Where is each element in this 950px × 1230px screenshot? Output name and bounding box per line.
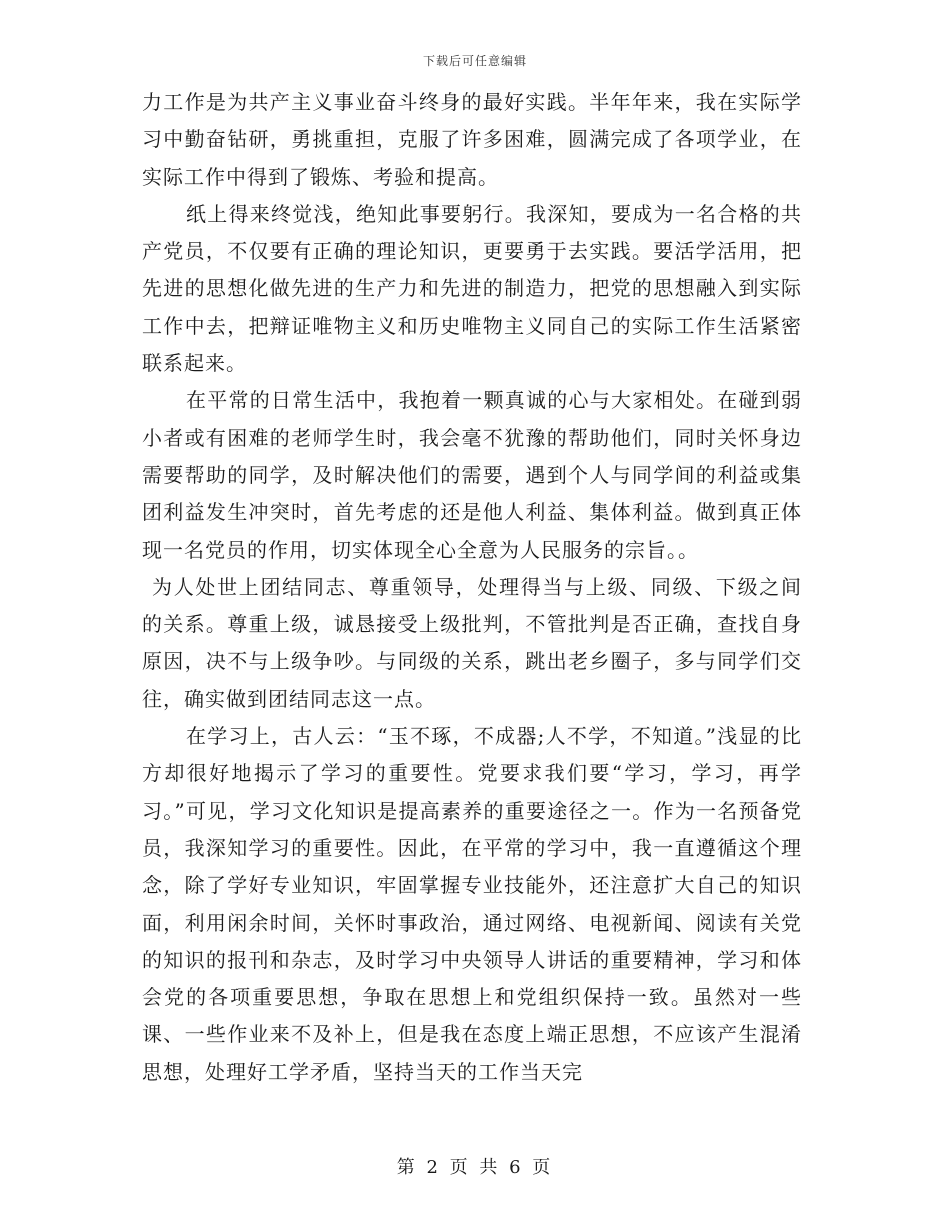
- paragraph-1: 力工作是为共产主义事业奋斗终身的最好实践。半年年来，我在实际学习中勤奋钻研，勇挑重担，克服了许多困难，圆满完成了各项学业，在实际工作中得到了锻炼、考验和提高。: [142, 90, 802, 189]
- page-header: 下载后可任意编辑: [422, 54, 527, 68]
- paragraph-3: 在平常的日常生活中，我抱着一颗真诚的心与大家相处。在碰到弱小者或有困难的老师学生时，我会毫不犹豫的帮助他们，同时关怀身边需要帮助的同学，及时解决他们的需要，遇到个人与同学间的利益或集团利益发生冲突时，首先考虑的还是他人利益、集体利益。做到真正体现一名党员的作用，切实体现全心全意为人民服务的宗旨。。: [142, 388, 802, 562]
- document-body: [142, 84, 802, 1091]
- paragraph-5: 在学习上，古人云：“玉不琢，不成器;人不学，不知道。”浅显的比方却很好地揭示了学习的重要性。党要求我们要“学习，学习，再学习。”可见，学习文化知识是提高素养的重要途径之一。作为一名预备党员，我深知学习的重要性。因此，在平常的学习中，我一直遵循这个理念，除了学好专业知识，牢固掌握专业技能外，还注意扩大自己的知识面，利用闲余时间，关怀时事政治，通过网络、电视新闻、阅读有关党的知识的报刊和杂志，及时学习中央领导人讲话的重要精神，学习和体会党的各项重要思想，争取在思想上和党组织保持一致。虽然对一些课、一些作业来不及补上，但是我在态度上端正思想，不应该产生混淆思想，处理好工学矛盾，坚持当天的工作当天完: [142, 724, 802, 1084]
- paragraph-4: 为人处世上团结同志、尊重领导，处理得当与上级、同级、下级之间的关系。尊重上级，诚恳接受上级批判，不管批判是否正确，查找自身原因，决不与上级争吵。与同级的关系，跳出老乡圈子，多与同学们交往，确实做到团结同志这一点。: [142, 574, 802, 711]
- page-number-footer: 第 2 页 共 6 页: [396, 1157, 554, 1178]
- paragraph-2: 纸上得来终觉浅，绝知此事要躬行。我深知，要成为一名合格的共产党员，不仅要有正确的理论知识，更要勇于去实践。要活学活用，把先进的思想化做先进的生产力和先进的制造力，把党的思想融入到实际工作中去，把辩证唯物主义和历史唯物主义同自己的实际工作生活紧密联系起来。: [142, 201, 802, 376]
